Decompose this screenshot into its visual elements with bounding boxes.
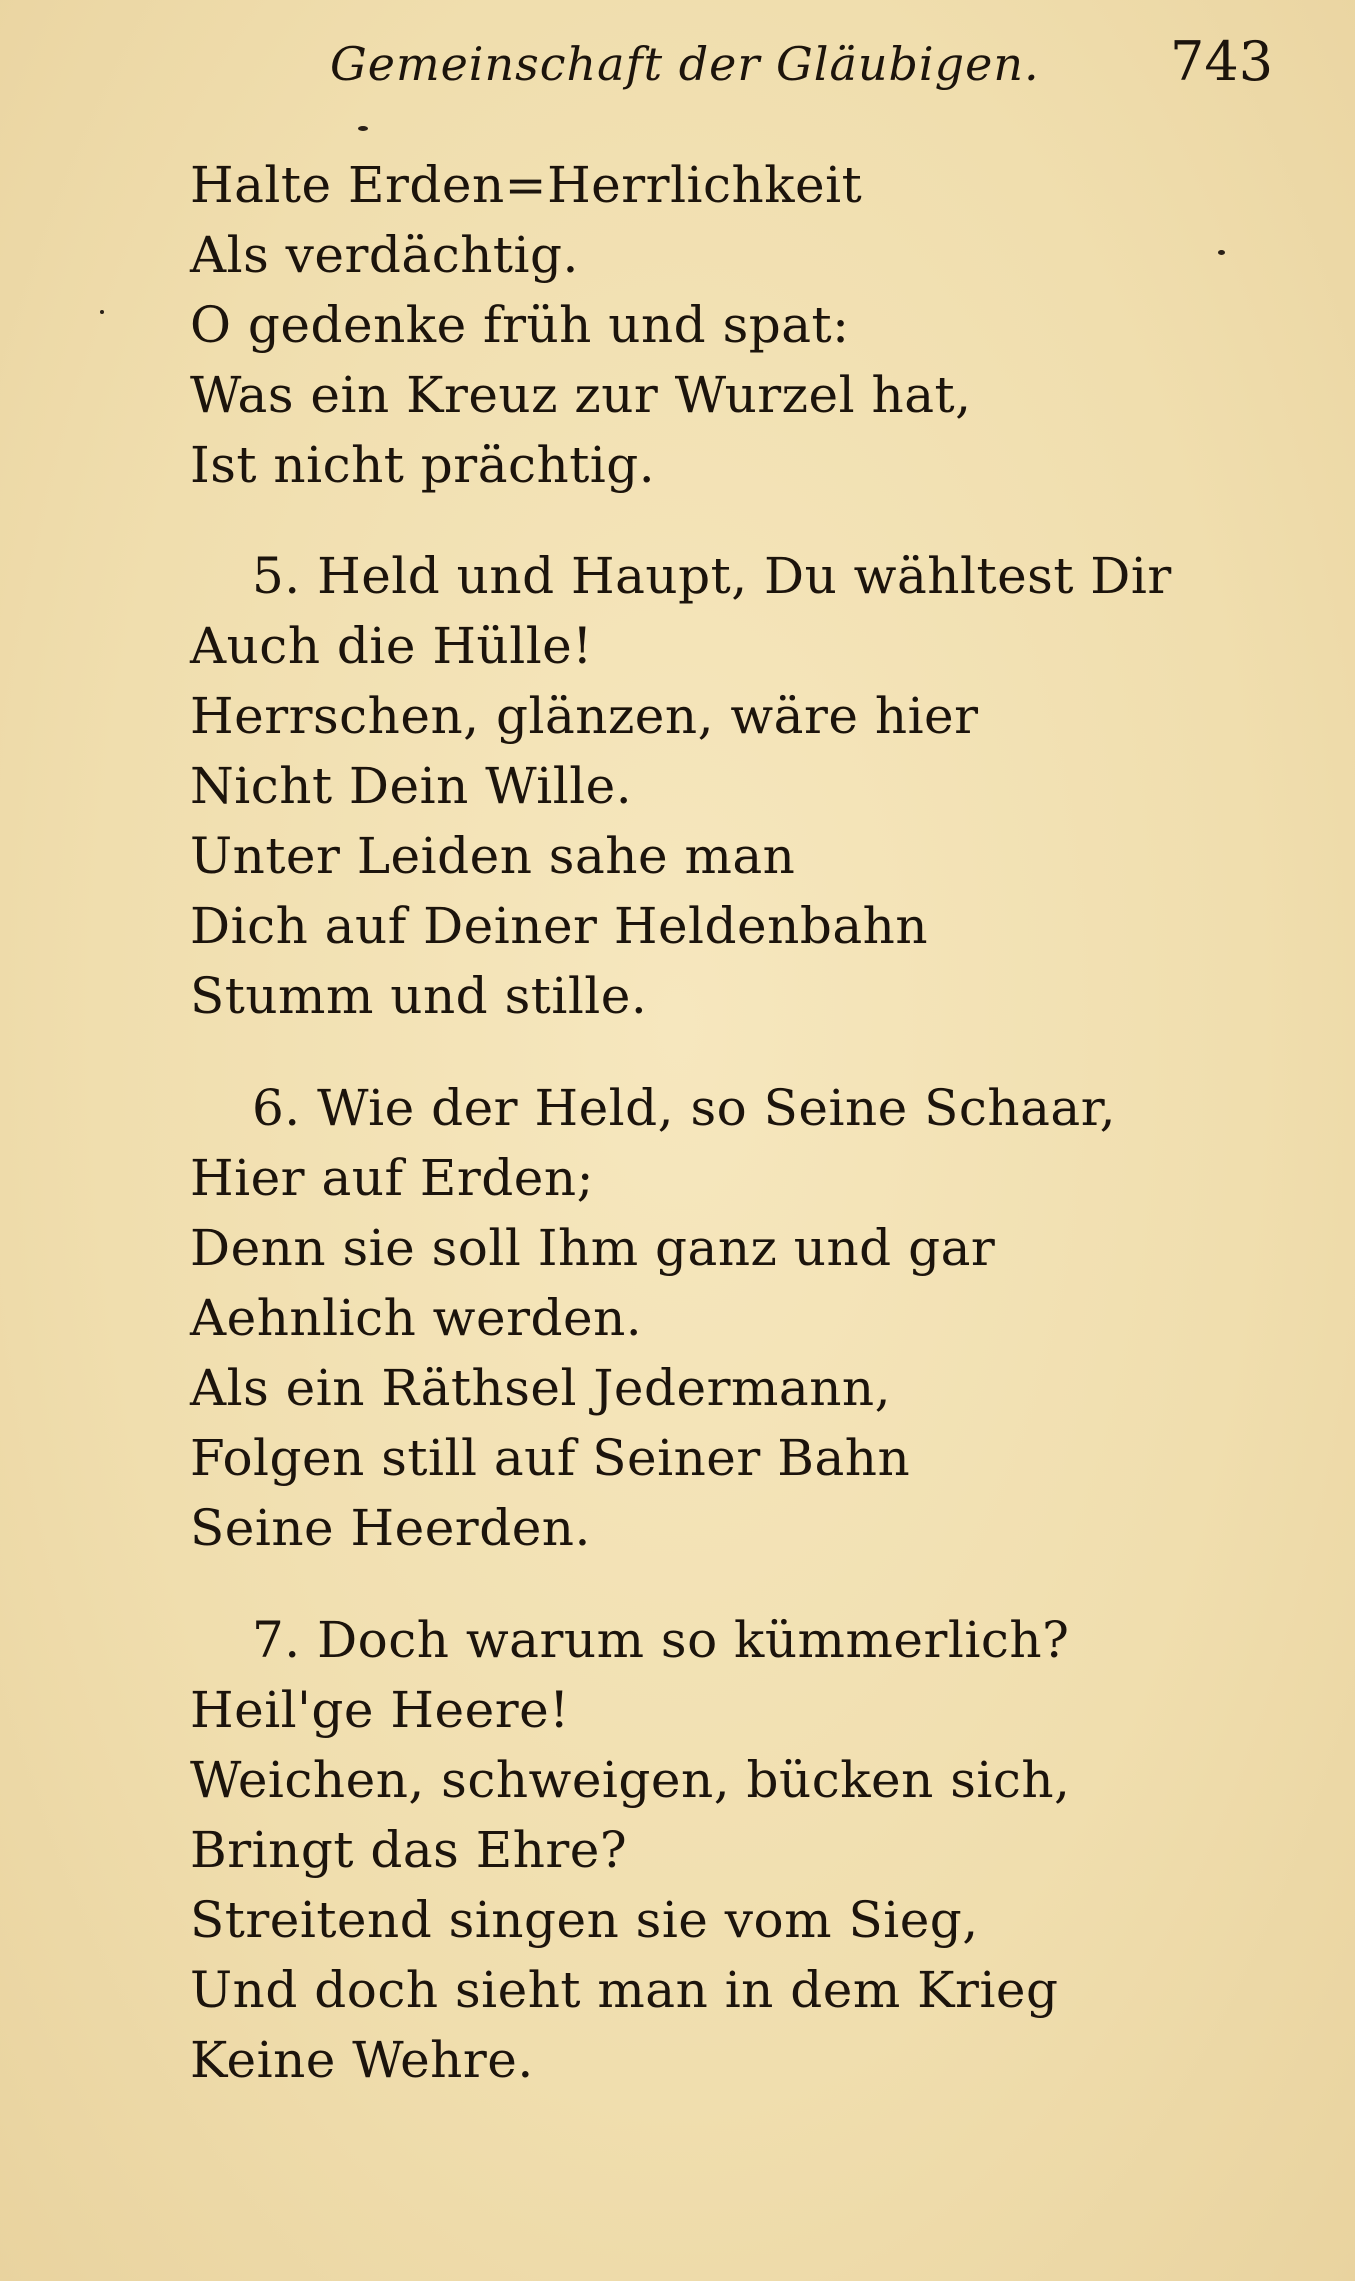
verse-line: Heil'ge Heere! xyxy=(190,1681,570,1739)
verse-line: Unter Leiden sahe man xyxy=(190,827,796,885)
verse-line: Nicht Dein Wille. xyxy=(190,757,633,815)
verse-line: Aehnlich werden. xyxy=(190,1289,643,1347)
verse-line: Folgen still auf Seiner Bahn xyxy=(190,1429,911,1487)
verse-line: Auch die Hülle! xyxy=(190,617,593,675)
ink-speck xyxy=(1218,250,1225,255)
verse-line: Herrschen, glänzen, wäre hier xyxy=(190,687,979,745)
stanza-1 xyxy=(190,150,1250,500)
verse-line: Stumm und stille. xyxy=(190,967,648,1025)
ink-speck xyxy=(100,310,104,314)
stanza-6 xyxy=(190,1073,1250,1563)
verse-line: Weichen, schweigen, bücken sich, xyxy=(190,1751,1071,1809)
verse-line: Dich auf Deiner Heldenbahn xyxy=(190,897,929,955)
ink-speck xyxy=(358,126,368,131)
verse-line-numbered: 5. Held und Haupt, Du wähltest Dir xyxy=(252,547,1172,605)
verse-line-numbered: 6. Wie der Held, so Seine Schaar, xyxy=(252,1079,1117,1137)
verse-line: Halte Erden=Herrlichkeit xyxy=(190,156,863,214)
verse-line: Als verdächtig. xyxy=(190,226,579,284)
verse-line: Als ein Räthsel Jedermann, xyxy=(190,1359,892,1417)
verse-line: Denn sie soll Ihm ganz und gar xyxy=(190,1219,996,1277)
page-number: 743 xyxy=(1170,30,1274,93)
verse-line: Was ein Kreuz zur Wurzel hat, xyxy=(190,366,972,424)
verse-line: Keine Wehre. xyxy=(190,2031,534,2089)
stanza-5 xyxy=(190,541,1250,1031)
running-title: Gemeinschaft der Gläubigen. xyxy=(330,37,1040,91)
verse-line: O gedenke früh und spat: xyxy=(190,296,850,354)
verse-line: Streitend singen sie vom Sieg, xyxy=(190,1891,979,1949)
verse-line-numbered: 7. Doch warum so kümmerlich? xyxy=(252,1611,1070,1669)
verse-line: Hier auf Erden; xyxy=(190,1149,594,1207)
verse-line: Ist nicht prächtig. xyxy=(190,436,656,494)
verse-line: Bringt das Ehre? xyxy=(190,1821,628,1879)
verse-line: Und doch sieht man in dem Krieg xyxy=(190,1961,1059,2019)
verse-line: Seine Heerden. xyxy=(190,1499,591,1557)
stanza-7 xyxy=(190,1605,1250,2095)
